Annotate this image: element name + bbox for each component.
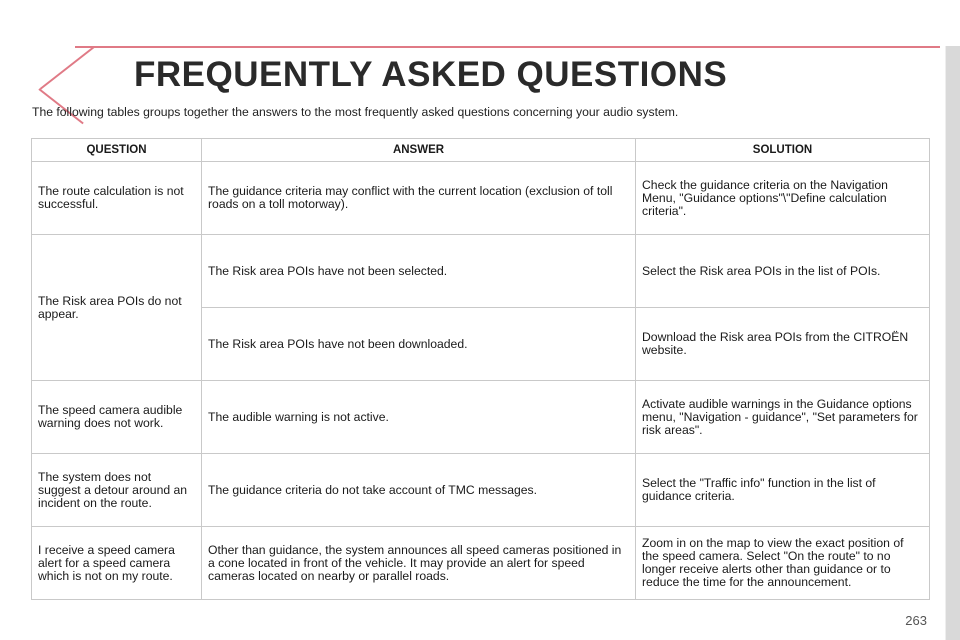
- answer-cell: The guidance criteria may conflict with the current location (exclusion of toll roads on a toll motorway).: [202, 162, 636, 235]
- table-row: [32, 235, 930, 308]
- solution-cell: Download the Risk area POIs from the CITROËN website.: [636, 308, 930, 381]
- solution-cell: Check the guidance criteria on the Navigation Menu, "Guidance options"\"Define calculation criteria".: [636, 162, 930, 235]
- intro-text: The following tables groups together the answers to the most frequently asked questions concerning your audio system.: [32, 105, 679, 119]
- question-cell: I receive a speed camera alert for a speed camera which is not on my route.: [32, 527, 202, 600]
- column-header-solution: SOLUTION: [636, 139, 930, 162]
- solution-cell: Zoom in on the map to view the exact position of the speed camera. Select "On the route" to no longer receive alerts other than guidance or to reduce the time for the announcement.: [636, 527, 930, 600]
- question-cell: The speed camera audible warning does not work.: [32, 381, 202, 454]
- answer-cell: The guidance criteria do not take account of TMC messages.: [202, 454, 636, 527]
- table-row: [32, 381, 930, 454]
- answer-cell: Other than guidance, the system announces all speed cameras positioned in a cone located in front of the vehicle. It may provide an alert for speed cameras located on nearby or parallel roads.: [202, 527, 636, 600]
- faq-table: [31, 138, 930, 600]
- answer-cell: The Risk area POIs have not been downloaded.: [202, 308, 636, 381]
- answer-cell: The audible warning is not active.: [202, 381, 636, 454]
- table-header-row: [32, 139, 930, 162]
- question-cell: The route calculation is not successful.: [32, 162, 202, 235]
- question-cell: The system does not suggest a detour around an incident on the route.: [32, 454, 202, 527]
- table-row: [32, 162, 930, 235]
- page-number: 263: [905, 613, 927, 628]
- solution-cell: Select the "Traffic info" function in the list of guidance criteria.: [636, 454, 930, 527]
- column-header-question: QUESTION: [32, 139, 202, 162]
- table-row: [32, 454, 930, 527]
- solution-cell: Activate audible warnings in the Guidance options menu, "Navigation - guidance", "Set parameters for risk areas".: [636, 381, 930, 454]
- answer-cell: The Risk area POIs have not been selected.: [202, 235, 636, 308]
- table-row: [32, 527, 930, 600]
- page-title: FREQUENTLY ASKED QUESTIONS: [134, 55, 728, 94]
- column-header-answer: ANSWER: [202, 139, 636, 162]
- solution-cell: Select the Risk area POIs in the list of POIs.: [636, 235, 930, 308]
- header-accent-line: [75, 46, 940, 48]
- header-diagonal-line: [40, 46, 95, 89]
- side-tab: [946, 46, 960, 640]
- question-cell: The Risk area POIs do not appear.: [32, 235, 202, 381]
